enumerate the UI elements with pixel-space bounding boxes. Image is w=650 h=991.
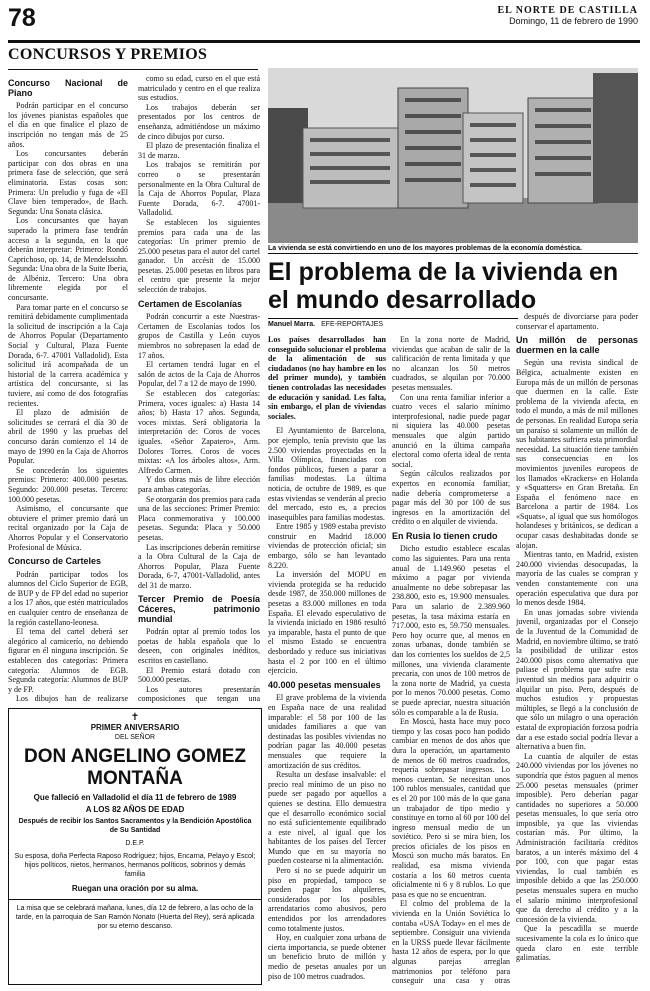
paragraph: Resulta un desfase insalvable: el precio real mínimo de un piso no puede ser pagado por aquellos a quienes se destina. Ello demuestra que el desarrollo económico social no está suficientemente equilibrado a este nivel, al igual que los habitantes de los países del Tercer Mundo que en su mayoría no pueden costearse ni la alimentación. xyxy=(268,770,386,866)
rip-line: D.E.P. xyxy=(125,840,145,847)
newspaper-name: EL NORTE DE CASTILLA xyxy=(497,5,638,16)
paragraph: Dicho estudio establece escalas como las siguientes. Para una renta anual de 1.149.960 pesetas el máximo a pagar por vivienda anualmente no debe sobrepasar las 238.800, esto es, 19.900 mensuales. Para un salario de 2.389.960 pesetas, la tasa máxima estaría en 717.000, esto es, 59.750 mensuales. Pero hoy ocurre que, al menos en zonas urbanas, donde también se dan los corrientes los sueldos de 2,5 millones, una vivienda claramente precaria, con unos de 100 metros de la zona norte de Madrid, ya cuesta por lo menos 70.000 pesetas. Como se puede apreciar, nuestra situación sólo es comparable a la de Rusia. xyxy=(392,544,510,717)
paragraph: Con una renta familiar inferior a cuatro veces el salario mínimo interprofesional, nadie puede pagar ni siquiera las 40.000 pesetas mensuales que algún partido anunció en la última campaña electoral como oferta ideal de renta social. xyxy=(392,392,510,469)
paragraph: El Ayuntamiento de Barcelona, por ejemplo, tenía previsto que las 2.500 viviendas proyectadas en la Villa Olímpica, financiadas con fondos públicos, fuesen a parar a familias modestas. La última noticia, de octubre de 1989, es que estas viviendas se venderán al precio del mercado, esto es, a precios inasequibles para familias modestas. xyxy=(268,426,386,522)
deceased-name: DON ANGELINO GOMEZ MONTAÑA xyxy=(23,746,247,789)
column-1 xyxy=(8,74,128,704)
column-2 xyxy=(138,74,260,704)
poetry-prize-heading: Tercer Premio de Poesía Cáceres, patrimonio mundial xyxy=(138,594,260,624)
paragraph: Se establecen los siguientes premios para cada una de las categorías: Un primer premio de 25.000 pesetas para el autor del cartel ganador. Un accésit de 15.000 pesetas. 25.000 pesetas en libros para el centro que presente la mejor selección de trabajos. xyxy=(138,217,260,295)
paragraph: Se otorgarán dos premios para cada una de las secciones: Primer Premio: Placa conmemorativa y 100.000 pesetas. Segunda: Placa y 50.000 pesetas. xyxy=(138,494,260,542)
section-title: CONCURSOS Y PREMIOS xyxy=(8,46,208,63)
paragraph: El grave problema de la vivienda en España nace de una realidad imparable: el 58 por 100 de las unidades familiares a que van destinadas las posibles viviendas no podrían pagar las 40.000 pesetas mensuales que requiere la amortización de sus créditos. xyxy=(268,693,386,770)
paragraph: Podrán optar al premio todos los poetas de habla española que lo deseen, con originales inéditos, escritos en castellano. xyxy=(138,627,260,666)
paragraph: Según una revista sindical de Bélgica, actualmente existen en Europa más de un millón de personas que duermen en la calle. Este problema de la vivienda afecta, en todo el mundo, a más de mil millones de personas. En realidad Europa sería un paraíso si solamente un millón de sus habitantes sufriera esta primordial necesidad. La situación tiene también sus consecuencias en los movimientos juveniles europeos de los llamados «Krackers» en Holanda y «Squatters» en Gran Bretaña. En España el fenómeno nace en Barcelona a partir de 1984. Los «Squats», al igual que sus homólogos holandeses y británicos, se dedican a ocupar casas deshabitadas donde se alojan. xyxy=(516,358,638,550)
paragraph: La inversión del MOPU en vivienda protegida se ha reducido desde 1987, de 350.000 millones de pesetas a 83.000 millones en toda España. El elevado especulativo de la vivienda iniciado en 1986 resultó ya imparable, hasta el punto de que el mismo Estado se encuentra desbordado y reduce sus iniciativas hasta el 2 por 100 en el último ejercicio. xyxy=(268,570,386,676)
cross-icon: ✝ xyxy=(130,712,140,723)
paragraph: Los concursantes que hayan superado la primera fase tendrán acceso a la segunda, en la que deberán interpretar: Primero: Rondó Caprichoso, op. 14, de Mendelssohn. Segunda: Una obra de la Suite Iberia, de Albéniz. Tercero: Una obra libremente elegida por el concursante. xyxy=(8,216,128,303)
article-headline: El problema de la vivienda en el mundo desarrollado xyxy=(268,258,619,314)
issue-date: Domingo, 11 de febrero de 1990 xyxy=(509,16,638,26)
paragraph: Pero si no se puede adquirir un piso en propiedad, tampoco se pueden pagar los alquileres, considerados por los posibles arrendatarios como abusivos, pero entendidos por los arrendadores como totalmente justos. xyxy=(268,866,386,933)
paragraph: Se establecen dos categorías: Primera, voces iguales: a) Hasta 14 años; b) Hasta 17 años. Segunda, voces mixtas. Será obligatoria la interpretación de: Coros de voces iguales. «Señor Zapatero», Arm. Dolores Torres. Coros de voces mixtas: «A los árboles altos», Arm. Alfredo Carmen. xyxy=(138,389,260,475)
obituary-notice xyxy=(8,708,262,985)
death-date: Que falleció en Valladolid el día 11 de febrero de 1989 xyxy=(33,793,237,802)
paragraph: En Moscú, hasta hace muy poco tiempo y las cosas poco han podido cambiar en menos de dos años que dura la operación, un apartamento de menos de 60 metros cuadrados, requería sobrepasar ingresos. Lo menos cuentan. Se necesitan unos 100 rublos mensuales, cantidad que es el 20 por 100 más de lo que gana un trabajador de tipo medio y constituye en torno al 60 por 100 del ingreso mensual medio de un soviético. Pero si se mira bien, los precios oficiales de los pisos en Moscú son mucho más baratos. En realidad, esa misma vivienda costaría a los 60 metros cuenta oficialmente ni 6 y 8 rublos. Lo que pasa es que no se encuentran. xyxy=(392,717,510,899)
paragraph: Los trabajos se remitirán por correo o se presentarán personalmente en la Obra Cultural de la Caja de Ahorros Popular, Plaza Fuente Dorada, 6-7. 47001-Valladolid. xyxy=(138,160,260,218)
article-lede: Los países desarrollados han conseguido solucionar el problema de la alimentación de sus ciudadanos (no hay hambre en los del primer mundo), y también tienen controladas las necesidades de educación y sanidad. Les falta, sin embargo, el plan de viviendas sociales. xyxy=(268,335,386,421)
subheading: Un millón de personas duermen en la calle xyxy=(516,335,638,355)
paragraph: como su edad, curso en el que está matriculado y centro en el que realiza sus estudios. xyxy=(138,74,260,103)
mass-notice: La misa que se celebrará mañana, lunes, día 12 de febrero, a las ocho de la tarde, en la parroquia de San Ramón Nonato (Huerta del Rey), será aplicada por su eterno descanso. xyxy=(9,899,261,931)
paragraph: Según cálculos realizados por expertos en economía familiar, nadie debería comprometerse a pagar más del 30 por 100 de sus ingresos en la amortización del crédito o en alquiler de vivienda. xyxy=(392,469,510,527)
subheading: En Rusia lo tienen crudo xyxy=(392,530,498,541)
family-list: Su esposa, doña Perfecta Raposo Rodríguez; hijos, Encarna, Pelayo y Escol; hijos políticos, nietos, hermanos, hermanos políticos, sobrinos y demás familia xyxy=(14,853,256,878)
piano-contest-heading: Concurso Nacional de Piano xyxy=(8,78,128,98)
paragraph: El colmo del problema de la vivienda en la Unión Soviética lo contaba «USA Today» en el mes de septiembre. Consiguir una vivienda en la URSS puede llevar fácilmente hasta 12 años de espera, por lo que algunas parejas arreglan matrimonios por teléfono para conseguir una casa y otras xyxy=(392,899,510,985)
masthead xyxy=(497,5,638,27)
paragraph: El Premio estará dotado con 500.000 pesetas. xyxy=(138,665,260,685)
paragraph: El tema del cartel deberá ser alegórico al carnicerío, no debiendo figurar en él ninguna inscripción. Se establecen dos categorías: Primera categoría: Alumnos de EGB. Segunda categoría: Alumnos de BUP y de FP. xyxy=(8,627,128,694)
poster-contest-heading: Concurso de Carteles xyxy=(8,556,102,567)
paragraph: Podrán concurrir a este Nuestras-Certamen de Escolanías todos los grupos de Castilla y León cuyos miembros no sobrepasen la edad de 17 años. xyxy=(138,312,260,360)
sacraments-line: Después de recibir los Santos Sacramentos y la Bendición Apostólica de Su Santidad xyxy=(18,818,252,834)
paragraph: Los dibujos han de realizarse xyxy=(16,694,128,704)
paragraph: La cuantía de alquiler de estas 240.000 viviendas por los jóvenes no supondría que éstos paguen al menos 25.000 pesetas mensuales (primer imposible). Pero deberían pagar cantidades no superiores a 50.000 pesetas mensuales, lo que sería otro imposible, ya que las viviendas costarían más. Por último, la Administración facilitaría créditos baratos, a un interés máximo del 4 por 100, con que pagar estas viviendas, lo cual también es imposible debido a que las 250.000 pesetas mensuales supera en mucho el salario mínimo interprofesional que da derecho al crédito y a la concesión de la vivienda. xyxy=(516,751,638,924)
paragraph: Los trabajos deberán ser presentados por los centros de enseñanza, admitiéndose un máximo de cinco dibujos por curso. xyxy=(138,102,260,141)
paragraph: Para tomar parte en el concurso se remitirá debidamente cumplimentada la solicitud de inscripción a la Caja de Ahorros Popular (Departamento Social y Cultural, Plaza Fuente Dorada, 6-7. 47001 Valladolid). Esta solicitud irá acompañada de un historial de la carrera académica y artística del concursante, si las tuviere, así como de dos fotografías recientes. xyxy=(8,302,128,408)
choir-contest-heading: Certamen de Escolanías xyxy=(138,298,243,309)
page-number: 78 xyxy=(8,4,36,32)
paragraph: Hoy, en cualquier zona urbana de cierta importancia, se puede obtener un beneficio bruto de millón y medio de pesetas anuales por un piso de 100 metros cuadrados. xyxy=(268,933,386,981)
paragraph: El plazo de admisión de solicitudes se cerrará el día 30 de abril de 1990 y las pruebas del concurso darán comienzo el 14 de mayo de 1990 en la Caja de Ahorros Popular. xyxy=(8,408,128,466)
paragraph: En unas jornadas sobre vivienda juvenil, organizadas por el Consejo de la Juventud de la Comunidad de Madrid, en noviembre último, se trató la posibilidad de utilizar estos 240.000 pisos como alternativa que paliase el problema que sufre esta juventud sin medios para adquirir o alquilar un piso. Pero, después de muchos estudios y propuestas múltiples, se llegó a la conclusión de que sólo un milagro o una operación estatal de expropiación forzosa podría dar a ese estado social podría llevar a alternativa a buen fin. xyxy=(516,607,638,752)
paragraph: El certamen tendrá lugar en el salón de actos de la Caja de Ahorros Popular, del 7 a 12 de mayo de 1990. xyxy=(138,360,260,389)
prayer-request: Ruegan una oración por su alma. xyxy=(71,884,199,893)
paragraph: Las inscripciones deberán remitirse a la Obra Cultural de la Caja de Ahorros Popular, Plaza Fuente Dorada, 6-7, 47001-Valladolid, antes del 31 de marzo. xyxy=(138,542,260,590)
paragraph: Podrán participar en el concurso los jóvenes pianistas españoles que el día en que finalice el plazo de inscripción no tengan más de 25 años. xyxy=(8,101,128,149)
subheading: 40.000 pesetas mensuales xyxy=(268,679,381,690)
article-column-2 xyxy=(392,335,510,985)
paragraph: Mientras tanto, en Madrid, existen 240.000 viviendas desocupadas, la mayoría de las cuales se compran y venden constantemente con una operación especulativa que dura por lo menos desde 1984. xyxy=(516,550,638,608)
age-at-death: A LOS 82 AÑOS DE EDAD xyxy=(85,805,185,814)
paragraph: Entre 1985 y 1989 estaba previsto construir en Madrid 18.000 viviendas de protección oficial; sin embargo, sólo se han levantado 8.220. xyxy=(268,522,386,570)
paragraph: El plazo de presentación finaliza el 31 de marzo. xyxy=(138,141,260,160)
paragraph: Que la pescadilla se muerde sucesivamente la cola es lo único que queda claro en este terrible galimatías. xyxy=(516,924,638,963)
housing-photo xyxy=(268,68,638,243)
paragraph: después de divorciarse para poder conservar el apartamento. xyxy=(516,312,638,331)
paragraph: En la zona norte de Madrid, viviendas que acaban de salir de la calificación de renta limitada y que no alcanzan los 50 metros cuadrados, se alquilan por 70.000 pesetas mensuales. xyxy=(392,335,510,392)
byline xyxy=(268,318,518,328)
photo-caption: La vivienda se está convirtiendo en uno de los mayores problemas de la economía doméstica. xyxy=(268,244,638,254)
paragraph: Se concederán los siguientes premios: Primero: 400.000 pesetas. Segundo: 200.000 pesetas. Tercero: 100.000 pesetas. xyxy=(8,465,128,504)
paragraph: Los autores presentarán composiciones que tengan una xyxy=(138,684,260,704)
author: Manuel Marra. xyxy=(268,321,316,328)
agency: EFE-REPORTAJES xyxy=(321,321,384,328)
obituary-subtitle: DEL SEÑOR xyxy=(114,734,156,741)
apartment-blocks-illustration xyxy=(268,68,638,243)
paragraph: Y dos obras más de libre elección para ambas categorías. xyxy=(138,475,260,494)
paragraph: Los concursantes deberán participar con dos obras en una primera fase de selección, que será eliminatoria. Estas cosas son: Primera: Un preludio y fuga de «El Clave bien temperado», de Bach. Segunda: Una Sonata clásica. xyxy=(8,149,128,216)
obituary-title: PRIMER ANIVERSARIO xyxy=(90,723,180,732)
article-column-3 xyxy=(516,312,638,985)
section-rule xyxy=(8,69,258,70)
article-column-1 xyxy=(268,335,386,985)
paragraph: Asimismo, el concursante que obtuviere el primer premio dará un recital organizado por la Caja de Ahorros Popular y el Conservatorio Profesional de Música. xyxy=(8,504,128,552)
paragraph: Podrán participar todos los alumnos del Ciclo Superior de EGB, de BUP y de FP del edad no superior a los 17 años, que estén matriculados en cualquier centro de enseñanza de la región castellano-leonesa. xyxy=(8,569,128,627)
header-rule xyxy=(8,40,640,43)
